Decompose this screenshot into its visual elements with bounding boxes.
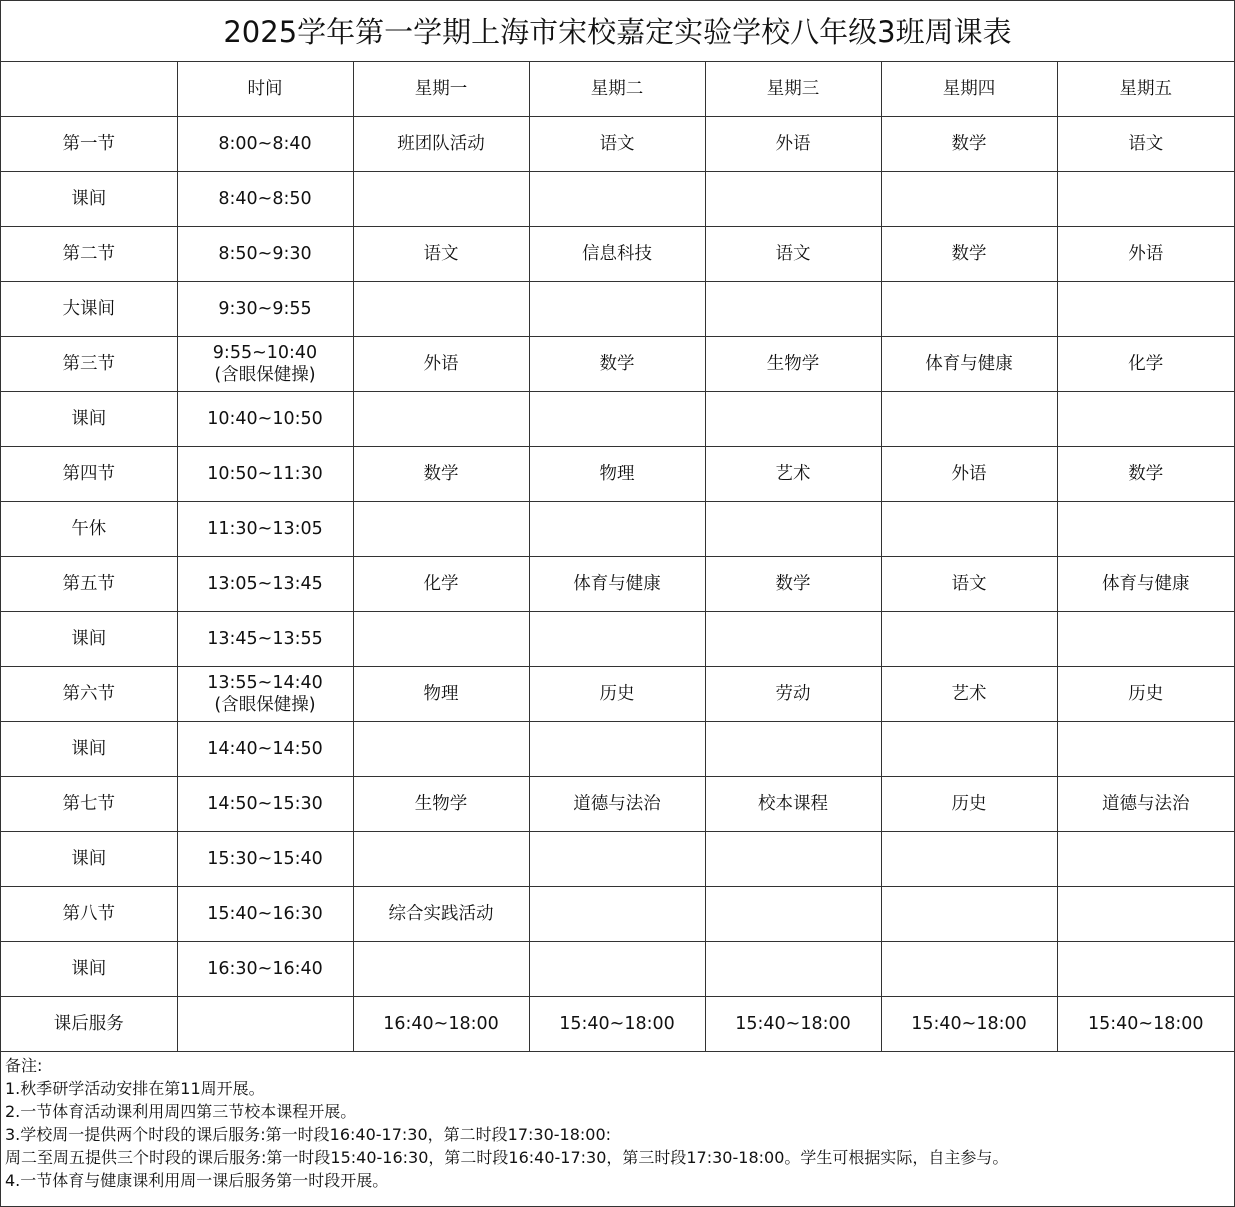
period-time	[177, 282, 353, 337]
header-cell-friday: 星期五	[1057, 62, 1234, 117]
period-label: 课间	[1, 612, 177, 667]
subject-cell	[705, 887, 881, 942]
notes-line: 3.学校周一提供两个时段的课后服务:第一时段16:40-17:30，第二时段17:30-18:00:	[5, 1125, 612, 1144]
period-time	[177, 887, 353, 942]
table-row	[1, 117, 1234, 172]
subject-cell: 16:40~18:00	[353, 997, 529, 1052]
subject-cell	[353, 832, 529, 887]
subject-cell: 生物学	[353, 777, 529, 832]
subject-cell	[529, 502, 705, 557]
table-row	[1, 942, 1234, 997]
period-label: 第四节	[1, 447, 177, 502]
time-range: 16:30~16:40	[207, 959, 323, 979]
time-note: (含眼保健操)	[214, 695, 316, 715]
subject-cell	[529, 722, 705, 777]
notes-line: 1.秋季研学活动安排在第11周开展。	[5, 1079, 265, 1098]
subject-cell	[529, 942, 705, 997]
table-row	[1, 557, 1234, 612]
time-range: 13:55~14:40	[207, 673, 323, 693]
subject-cell	[881, 502, 1057, 557]
header-cell-time: 时间	[177, 62, 353, 117]
subject-cell: 体育与健康	[881, 337, 1057, 392]
period-label: 第六节	[1, 667, 177, 722]
subject-cell	[1057, 502, 1234, 557]
subject-cell	[881, 942, 1057, 997]
time-range: 14:40~14:50	[207, 739, 323, 759]
subject-cell	[705, 942, 881, 997]
subject-cell	[1057, 942, 1234, 997]
subject-cell	[353, 392, 529, 447]
subject-cell: 班团队活动	[353, 117, 529, 172]
period-time	[177, 447, 353, 502]
subject-cell: 历史	[1057, 667, 1234, 722]
table-row	[1, 722, 1234, 777]
time-range: 10:40~10:50	[207, 409, 323, 429]
subject-cell	[1057, 282, 1234, 337]
subject-cell: 劳动	[705, 667, 881, 722]
subject-cell: 语文	[881, 557, 1057, 612]
subject-cell	[529, 172, 705, 227]
header-cell	[1, 62, 177, 117]
period-time	[177, 667, 353, 722]
subject-cell	[881, 392, 1057, 447]
period-label: 第一节	[1, 117, 177, 172]
period-time	[177, 227, 353, 282]
subject-cell	[1057, 832, 1234, 887]
subject-cell: 道德与法治	[529, 777, 705, 832]
period-time	[177, 172, 353, 227]
page-title: 2025学年第一学期上海市宋校嘉定实验学校八年级3班周课表	[1, 1, 1234, 62]
subject-cell: 体育与健康	[529, 557, 705, 612]
time-range: 13:05~13:45	[207, 574, 323, 594]
subject-cell	[529, 282, 705, 337]
period-label: 课间	[1, 392, 177, 447]
period-time	[177, 777, 353, 832]
subject-cell	[705, 172, 881, 227]
header-row	[1, 62, 1234, 117]
table-row	[1, 887, 1234, 942]
table-row	[1, 612, 1234, 667]
subject-cell: 15:40~18:00	[529, 997, 705, 1052]
subject-cell	[353, 172, 529, 227]
subject-cell: 外语	[705, 117, 881, 172]
subject-cell: 体育与健康	[1057, 557, 1234, 612]
schedule-table	[1, 62, 1234, 1052]
period-label: 午休	[1, 502, 177, 557]
subject-cell	[881, 722, 1057, 777]
subject-cell	[881, 887, 1057, 942]
subject-cell: 物理	[353, 667, 529, 722]
subject-cell: 道德与法治	[1057, 777, 1234, 832]
subject-cell	[529, 392, 705, 447]
period-time	[177, 612, 353, 667]
subject-cell: 数学	[1057, 447, 1234, 502]
period-label: 课间	[1, 172, 177, 227]
period-time	[177, 942, 353, 997]
period-label: 课间	[1, 722, 177, 777]
subject-cell	[705, 722, 881, 777]
period-time	[177, 997, 353, 1052]
header-cell-wednesday: 星期三	[705, 62, 881, 117]
subject-cell	[529, 887, 705, 942]
subject-cell: 物理	[529, 447, 705, 502]
subject-cell: 化学	[1057, 337, 1234, 392]
subject-cell: 综合实践活动	[353, 887, 529, 942]
subject-cell: 15:40~18:00	[1057, 997, 1234, 1052]
subject-cell	[353, 502, 529, 557]
subject-cell: 语文	[353, 227, 529, 282]
subject-cell: 历史	[529, 667, 705, 722]
period-label: 第八节	[1, 887, 177, 942]
time-range: 9:55~10:40	[212, 343, 318, 363]
subject-cell	[705, 392, 881, 447]
subject-cell	[1057, 612, 1234, 667]
subject-cell: 数学	[353, 447, 529, 502]
subject-cell	[881, 612, 1057, 667]
period-time	[177, 722, 353, 777]
period-label: 课间	[1, 942, 177, 997]
header-cell-tuesday: 星期二	[529, 62, 705, 117]
notes-section	[1, 1052, 1234, 1192]
subject-cell: 艺术	[881, 667, 1057, 722]
schedule-body	[1, 62, 1234, 1052]
subject-cell: 数学	[881, 227, 1057, 282]
subject-cell	[529, 832, 705, 887]
subject-cell	[881, 282, 1057, 337]
subject-cell	[881, 172, 1057, 227]
table-row	[1, 777, 1234, 832]
header-cell-thursday: 星期四	[881, 62, 1057, 117]
period-label: 大课间	[1, 282, 177, 337]
subject-cell: 校本课程	[705, 777, 881, 832]
period-time	[177, 117, 353, 172]
period-label: 课后服务	[1, 997, 177, 1052]
subject-cell	[1057, 172, 1234, 227]
notes-line: 备注:	[5, 1056, 43, 1075]
time-note: (含眼保健操)	[214, 365, 316, 385]
time-range: 8:50~9:30	[218, 244, 312, 264]
notes-line: 4.一节体育与健康课利用周一课后服务第一时段开展。	[5, 1171, 389, 1190]
subject-cell: 15:40~18:00	[705, 997, 881, 1052]
period-time	[177, 557, 353, 612]
notes-line: 周二至周五提供三个时段的课后服务:第一时段15:40-16:30，第二时段16:40-17:30，第三时段17:30-18:00。学生可根据实际，自主参与。	[5, 1148, 1009, 1167]
time-range: 15:30~15:40	[207, 849, 323, 869]
subject-cell: 数学	[529, 337, 705, 392]
period-label: 第三节	[1, 337, 177, 392]
time-range: 15:40~16:30	[207, 904, 323, 924]
subject-cell: 艺术	[705, 447, 881, 502]
subject-cell: 数学	[881, 117, 1057, 172]
table-row	[1, 502, 1234, 557]
table-row	[1, 392, 1234, 447]
time-range: 9:30~9:55	[218, 299, 312, 319]
time-range: 8:40~8:50	[218, 189, 312, 209]
period-time	[177, 832, 353, 887]
subject-cell: 外语	[1057, 227, 1234, 282]
period-label: 课间	[1, 832, 177, 887]
table-row	[1, 447, 1234, 502]
table-row	[1, 997, 1234, 1052]
table-row	[1, 282, 1234, 337]
subject-cell: 信息科技	[529, 227, 705, 282]
subject-cell	[353, 722, 529, 777]
subject-cell: 外语	[881, 447, 1057, 502]
subject-cell	[705, 282, 881, 337]
time-range: 11:30~13:05	[207, 519, 323, 539]
time-range: 8:00~8:40	[218, 134, 312, 154]
notes-line: 2.一节体育活动课利用周四第三节校本课程开展。	[5, 1102, 357, 1121]
period-label: 第七节	[1, 777, 177, 832]
subject-cell: 化学	[353, 557, 529, 612]
header-cell-monday: 星期一	[353, 62, 529, 117]
table-row	[1, 667, 1234, 722]
table-row	[1, 227, 1234, 282]
subject-cell: 15:40~18:00	[881, 997, 1057, 1052]
period-label: 第二节	[1, 227, 177, 282]
subject-cell	[1057, 722, 1234, 777]
table-row	[1, 337, 1234, 392]
period-label: 第五节	[1, 557, 177, 612]
subject-cell: 外语	[353, 337, 529, 392]
subject-cell	[1057, 887, 1234, 942]
period-time	[177, 337, 353, 392]
subject-cell	[705, 832, 881, 887]
subject-cell	[1057, 392, 1234, 447]
table-row	[1, 832, 1234, 887]
subject-cell: 历史	[881, 777, 1057, 832]
subject-cell	[353, 942, 529, 997]
subject-cell	[881, 832, 1057, 887]
subject-cell: 语文	[705, 227, 881, 282]
time-range: 13:45~13:55	[207, 629, 323, 649]
time-range: 10:50~11:30	[207, 464, 323, 484]
subject-cell	[705, 502, 881, 557]
subject-cell	[705, 612, 881, 667]
subject-cell	[529, 612, 705, 667]
subject-cell: 生物学	[705, 337, 881, 392]
subject-cell: 数学	[705, 557, 881, 612]
time-range: 14:50~15:30	[207, 794, 323, 814]
period-time	[177, 392, 353, 447]
period-time	[177, 502, 353, 557]
subject-cell: 语文	[529, 117, 705, 172]
table-row	[1, 172, 1234, 227]
subject-cell	[353, 282, 529, 337]
subject-cell: 语文	[1057, 117, 1234, 172]
subject-cell	[353, 612, 529, 667]
